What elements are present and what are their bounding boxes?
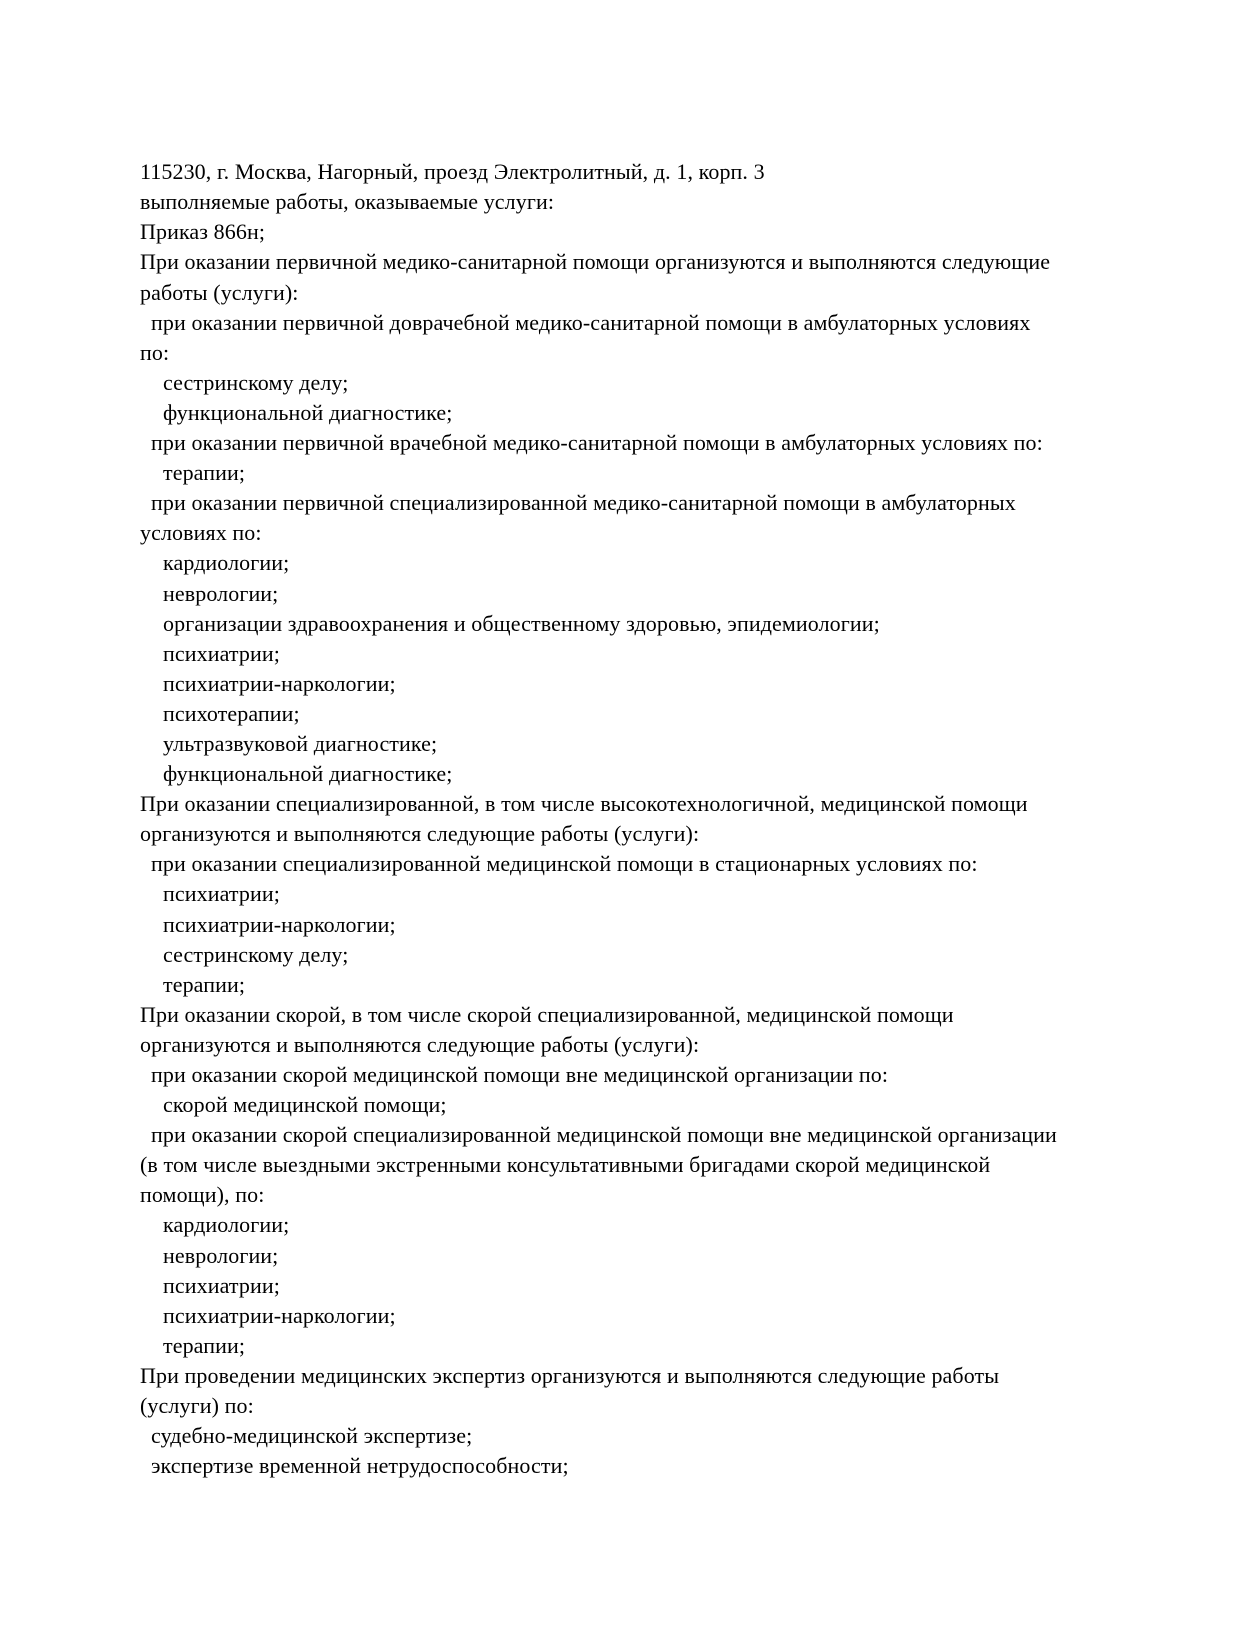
document-line: организуются и выполняются следующие работы (услуги):	[140, 821, 700, 847]
document-line: скорой медицинской помощи;	[163, 1092, 447, 1118]
document-line: психиатрии;	[163, 881, 280, 907]
document-line: (в том числе выездными экстренными консультативными бригадами скорой медицинской	[140, 1152, 991, 1178]
document-line: психиатрии;	[163, 640, 280, 666]
document-lines	[140, 157, 1057, 1481]
document-line: терапии;	[163, 1332, 246, 1358]
document-line: При оказании скорой, в том числе скорой специализированной, медицинской помощи	[140, 1001, 954, 1027]
document-line: неврологии;	[163, 580, 279, 606]
document-line: функциональной диагностике;	[163, 399, 453, 425]
document-line: терапии;	[163, 460, 246, 486]
document-line: судебно-медицинской экспертизе;	[151, 1423, 473, 1449]
document-line: неврологии;	[163, 1242, 279, 1268]
document-line: психиатрии;	[163, 1272, 280, 1298]
document-line: выполняемые работы, оказываемые услуги:	[140, 189, 555, 215]
document-line: при оказании первичной врачебной медико-санитарной помощи в амбулаторных условиях по:	[151, 430, 1043, 456]
document-line: При оказании специализированной, в том числе высокотехнологичной, медицинской помощи	[140, 791, 1028, 817]
document-line: экспертизе временной нетрудоспособности;	[151, 1453, 569, 1479]
document-line: Приказ 866н;	[140, 219, 266, 245]
document-line: ультразвуковой диагностике;	[163, 730, 438, 756]
document-line: кардиологии;	[163, 550, 290, 576]
document-line: условиях по:	[140, 520, 262, 546]
document-line: кардиологии;	[163, 1212, 290, 1238]
document-line: психиатрии-наркологии;	[163, 670, 396, 696]
document-line: организуются и выполняются следующие работы (услуги):	[140, 1031, 700, 1057]
document-line: помощи), по:	[140, 1182, 265, 1208]
document-line: при оказании первичной специализированной медико-санитарной помощи в амбулаторных	[151, 490, 1016, 516]
document-line: При оказании первичной медико-санитарной помощи организуются и выполняются следующие	[140, 249, 1051, 275]
document-line: психиатрии-наркологии;	[163, 1302, 396, 1328]
document-line: при оказании первичной доврачебной медико-санитарной помощи в амбулаторных условиях	[151, 309, 1031, 335]
document-line: психотерапии;	[163, 700, 300, 726]
document-line: (услуги) по:	[140, 1393, 254, 1419]
document-line: сестринскому делу;	[163, 369, 349, 395]
document-page	[140, 97, 1057, 1511]
document-line: работы (услуги):	[140, 279, 299, 305]
document-line: психиатрии-наркологии;	[163, 911, 396, 937]
document-line: организации здравоохранения и общественному здоровью, эпидемиологии;	[163, 610, 880, 636]
document-line: функциональной диагностике;	[163, 761, 453, 787]
document-line: терапии;	[163, 971, 246, 997]
document-line: при оказании специализированной медицинской помощи в стационарных условиях по:	[151, 851, 978, 877]
document-line: 115230, г. Москва, Нагорный, проезд Электролитный, д. 1, корп. 3	[140, 159, 765, 185]
document-line: по:	[140, 339, 170, 365]
document-line: при оказании скорой медицинской помощи вне медицинской организации по:	[151, 1062, 889, 1087]
document-line: при оказании скорой специализированной медицинской помощи вне медицинской организации	[151, 1122, 1057, 1148]
document-line: сестринскому делу;	[163, 941, 349, 967]
document-line: При проведении медицинских экспертиз организуются и выполняются следующие работы	[140, 1362, 1000, 1388]
